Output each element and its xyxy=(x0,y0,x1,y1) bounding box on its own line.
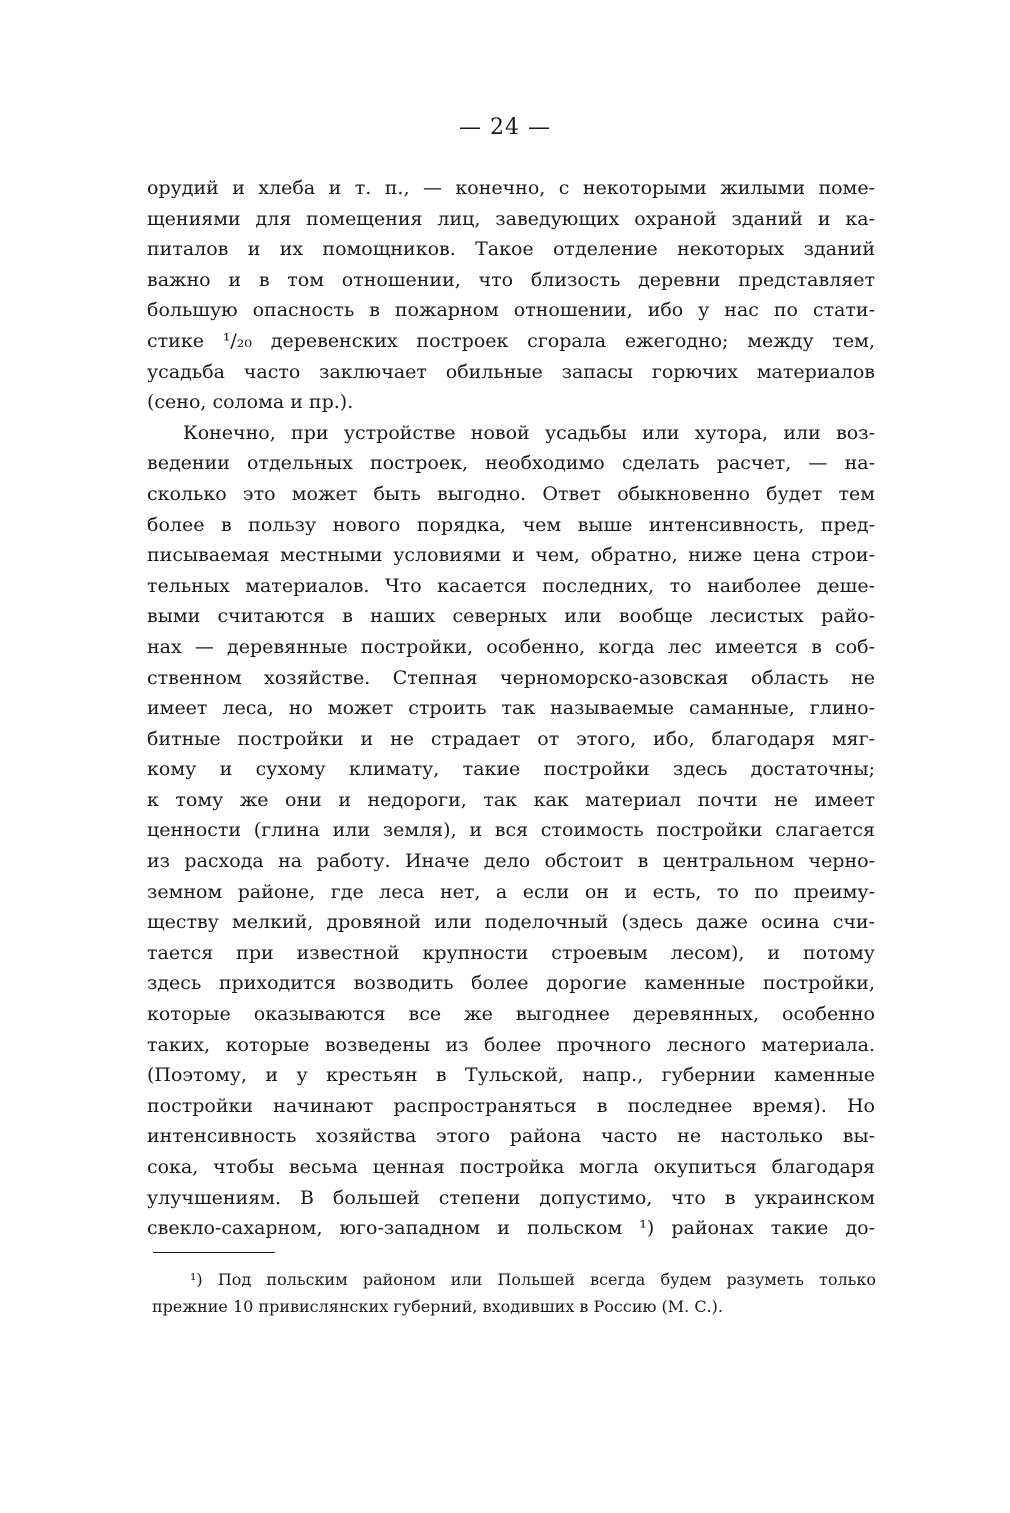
text-line: нах — деревянные постройки, особенно, когда лес имеется в соб- xyxy=(147,635,875,658)
text-line: интенсивность хозяйства этого района часто не настолько вы- xyxy=(147,1125,875,1148)
text-line: таких, которые возведены из более прочного лесного материала. xyxy=(147,1033,875,1056)
text-line: выми считаются в наших северных или вообще лесистых райо- xyxy=(147,605,875,628)
paragraph-2 xyxy=(147,418,875,1244)
text-line: (Поэтому, и у крестьян в Тульской, напр., губернии каменные xyxy=(147,1064,875,1087)
text-line: (сено, солома и пр.). xyxy=(147,391,354,414)
body-text xyxy=(147,173,875,1244)
text-line: важно и в том отношении, что близость деревни представляет xyxy=(147,268,875,291)
text-line: орудий и хлеба и т. п., — конечно, с некоторыми жилыми поме- xyxy=(147,177,875,199)
text-line: здесь приходится возводить более дорогие каменные постройки, xyxy=(147,972,875,995)
footnote-divider xyxy=(153,1252,275,1253)
footnote xyxy=(152,1266,876,1320)
text-line: свекло-сахарном, юго-западном и польском ¹) районах такие до- xyxy=(147,1217,875,1240)
text-line: большую опасность в пожарном отношении, ибо у нас по стати- xyxy=(147,299,875,322)
text-line: ведении отдельных построек, необходимо сделать расчет, — на- xyxy=(147,452,875,475)
text-line: улучшениям. В большей степени допустимо, что в украинском xyxy=(147,1186,875,1209)
text-line: Конечно, при устройстве новой усадьбы или хутора, или воз- xyxy=(183,421,875,444)
text-line: щениями для помещения лиц, заведующих охраной зданий и ка- xyxy=(147,207,875,230)
text-line: усадьба часто заключает обильные запасы горючих материалов xyxy=(147,360,875,383)
text-line: писываемая местными условиями и чем, обратно, ниже цена строи- xyxy=(147,544,875,567)
text-line: ственном хозяйстве. Степная черноморско-азовская область не xyxy=(147,666,875,689)
text-line: из расхода на работу. Иначе дело обстоит в центральном черно- xyxy=(147,850,875,873)
page-number: — 24 — xyxy=(459,115,551,140)
text-line: ществу мелкий, дровяной или поделочный (здесь даже осина счи- xyxy=(147,911,875,934)
text-line: тельных материалов. Что касается последних, то наиболее деше- xyxy=(147,574,875,597)
text-line: питалов и их помощников. Такое отделение некоторых зданий xyxy=(147,238,875,261)
footnote-line: ¹) Под польским районом или Польшей всегда будем разуметь только xyxy=(190,1270,876,1289)
text-line: тается при известной крупности строевым лесом), и потому xyxy=(147,941,875,964)
text-line: ценности (глина или земля), и вся стоимость постройки слагается xyxy=(147,819,875,842)
text-line: земном районе, где леса нет, а если он и есть, то по преиму- xyxy=(147,880,875,903)
text-line: постройки начинают распространяться в последнее время). Но xyxy=(147,1094,875,1117)
text-line: стике ¹/₂₀ деревенских построек сгорала ежегодно; между тем, xyxy=(147,329,875,352)
text-line: которые оказываются все же выгоднее деревянных, особенно xyxy=(147,1003,875,1026)
text-line: битные постройки и не страдает от этого, ибо, благодаря мяг- xyxy=(147,727,875,750)
text-line: сколько это может быть выгодно. Ответ обыкновенно будет тем xyxy=(147,482,875,505)
paragraph-1 xyxy=(147,173,875,418)
text-line: к тому же они и недороги, так как материал почти не имеет xyxy=(147,788,875,811)
text-line: более в пользу нового порядка, чем выше интенсивность, пред- xyxy=(147,513,875,536)
text-line: имеет леса, но может строить так называемые саманные, глино- xyxy=(147,697,875,720)
text-line: кому и сухому климату, такие постройки здесь достаточны; xyxy=(147,758,875,781)
text-line: сока, чтобы весьма ценная постройка могла окупиться благодаря xyxy=(147,1156,875,1178)
footnote-line: прежние 10 привислянских губерний, входивших в Россию (М. С.). xyxy=(152,1297,723,1316)
